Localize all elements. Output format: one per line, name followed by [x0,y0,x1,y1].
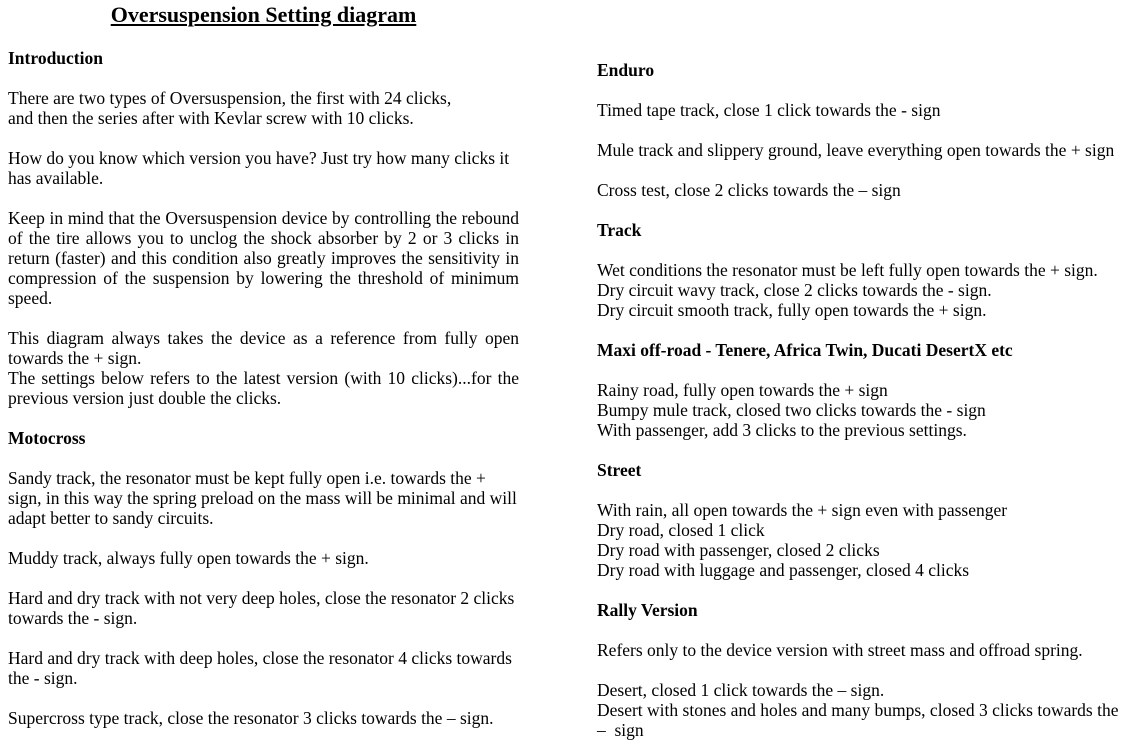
paragraph-supercross [8,708,519,728]
text-line: compression of the suspension by lowering the threshold of minimum [8,268,519,288]
text-line: the - sign. [8,668,78,688]
text-line: Dry road, closed 1 click [597,520,765,540]
paragraph-hard-dry-shallow-holes [8,588,519,628]
right-column [597,60,1124,740]
text-line: Hard and dry track with not very deep holes, close the resonator 2 clicks [8,588,515,608]
text-line: towards the + sign. [8,348,142,368]
text-line: speed. [8,288,53,308]
text-line: sign, in this way the spring preload on the mass will be minimal and will [8,488,517,508]
text-line: Keep in mind that the Oversuspension device by controlling the rebound [8,208,519,228]
text-line: Hard and dry track with deep holes, close the resonator 4 clicks towards [8,648,512,668]
text-line: Dry road with passenger, closed 2 clicks [597,540,880,560]
heading-street: Street [597,460,642,480]
document-title: Oversuspension Setting diagram [110,2,417,27]
paragraph-desert-settings [597,680,1124,740]
text-line: Muddy track, always fully open towards the + sign. [8,548,369,568]
paragraph-hard-dry-deep-holes [8,648,519,688]
heading-motocross: Motocross [8,428,86,448]
heading-rally-version: Rally Version [597,600,698,620]
text-line: Dry circuit smooth track, fully open towards the + sign. [597,300,987,320]
text-line: and then the series after with Kevlar screw with 10 clicks. [8,108,414,128]
text-line: With passenger, add 3 clicks to the previous settings. [597,420,967,440]
text-line: There are two types of Oversuspension, the first with 24 clicks, [8,88,452,108]
paragraph-two-types [8,88,519,128]
paragraph-muddy-track [8,548,519,568]
text-line: This diagram always takes the device as a reference from fully open [8,328,519,348]
text-line: Refers only to the device version with street mass and offroad spring. [597,640,1083,660]
paragraph-settings-below [8,368,519,408]
paragraph-track-conditions [597,260,1124,320]
text-line: The settings below refers to the latest version (with 10 clicks)...for the [8,368,519,388]
text-line: return (faster) and this condition also greatly improves the sensitivity in [8,248,519,268]
paragraph-cross-test [597,180,1124,200]
text-line: Timed tape track, close 1 click towards the - sign [597,100,941,120]
text-line: Sandy track, the resonator must be kept fully open i.e. towards the + [8,468,486,488]
paragraph-diagram-reference [8,328,519,368]
text-line: Desert with stones and holes and many bumps, closed 3 clicks towards the [597,700,1119,720]
text-line: previous version just double the clicks. [8,388,282,408]
text-line: Supercross type track, close the resonator 3 clicks towards the – sign. [8,708,494,728]
paragraph-street-settings [597,500,1124,580]
paragraph-version-question [8,148,519,188]
text-line: Cross test, close 2 clicks towards the – sign [597,180,901,200]
paragraph-keep-in-mind [8,208,519,308]
text-line: adapt better to sandy circuits. [8,508,214,528]
left-column [8,0,519,728]
text-line: Dry circuit wavy track, close 2 clicks towards the - sign. [597,280,992,300]
paragraph-sandy-track [8,468,519,528]
paragraph-timed-tape-track [597,100,1124,120]
heading-track: Track [597,220,642,240]
text-line: Wet conditions the resonator must be left fully open towards the + sign. [597,260,1098,280]
heading-introduction: Introduction [8,48,103,68]
text-line: has available. [8,168,104,188]
text-line: Mule track and slippery ground, leave everything open towards the + sign [597,140,1115,160]
text-line: towards the - sign. [8,608,138,628]
paragraph-maxi-settings [597,380,1124,440]
paragraph-mule-track [597,140,1124,160]
heading-enduro: Enduro [597,60,655,80]
text-line: – sign [597,720,644,740]
text-line: Bumpy mule track, closed two clicks towards the - sign [597,400,986,420]
text-line: of the tire allows you to unclog the shock absorber by 2 or 3 clicks in [8,228,519,248]
text-line: How do you know which version you have? Just try how many clicks it [8,148,510,168]
paragraph-rally-intro [597,640,1124,660]
text-line: With rain, all open towards the + sign even with passenger [597,500,1008,520]
text-line: Desert, closed 1 click towards the – sign. [597,680,885,700]
text-line: Dry road with luggage and passenger, closed 4 clicks [597,560,970,580]
text-line: Rainy road, fully open towards the + sign [597,380,888,400]
heading-maxi-offroad: Maxi off-road - Tenere, Africa Twin, Ducati DesertX etc [597,340,1013,360]
